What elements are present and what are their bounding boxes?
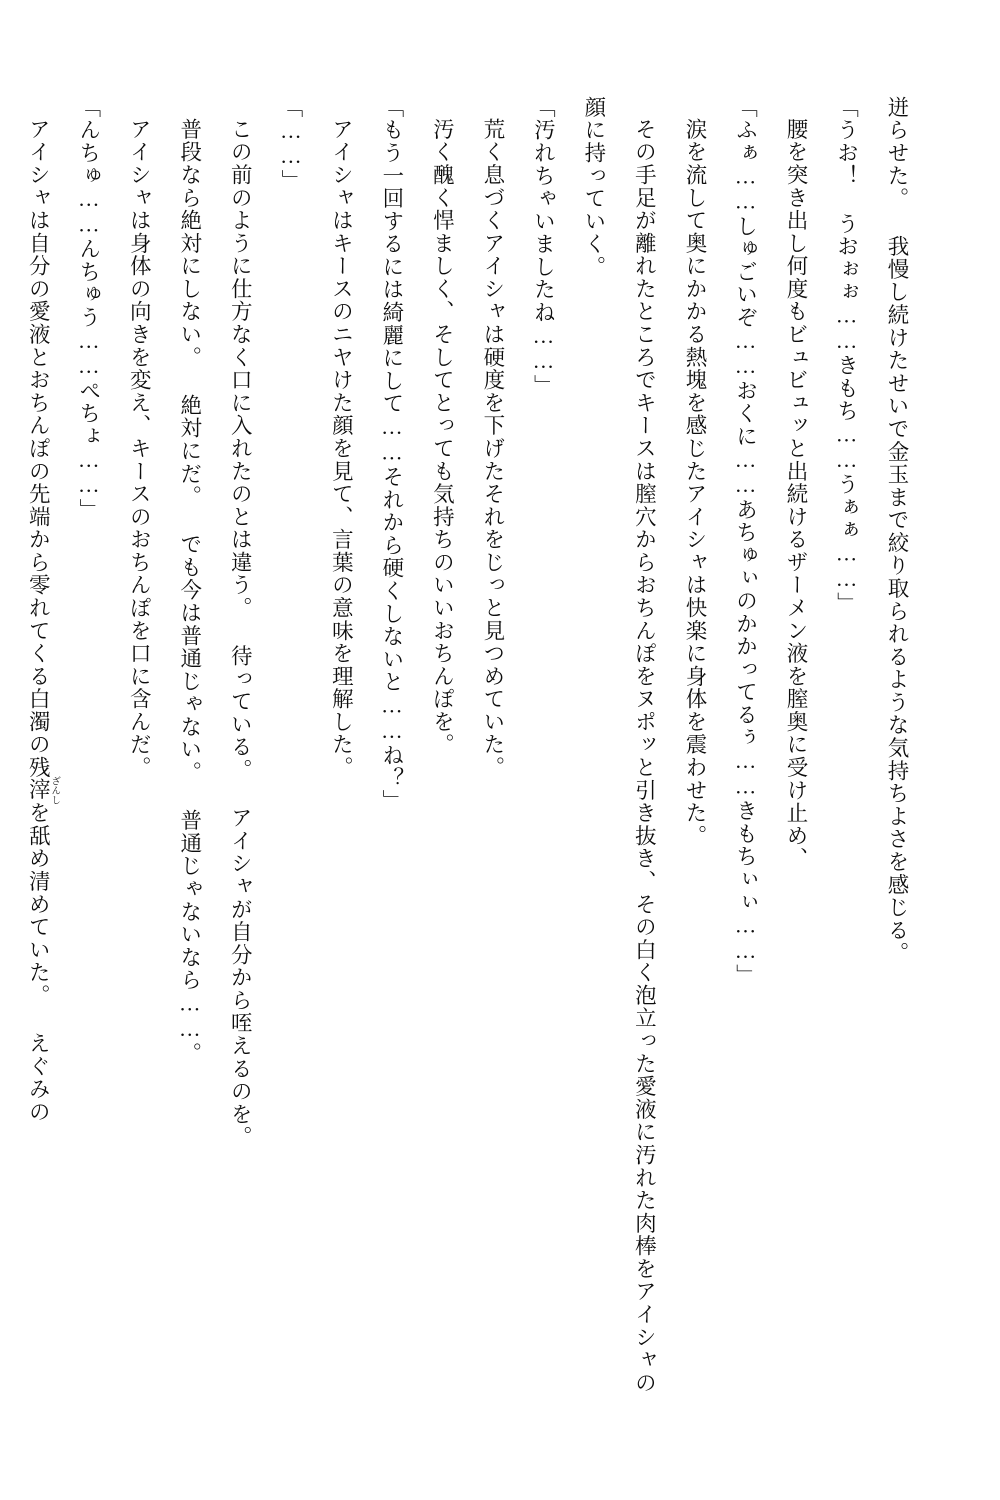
paragraph: その手足が離れたところでキースは膣穴からおちんぽをヌポッと引き抜き、その白く泡立った愛液に汚れた肉棒をアイシャの顔に持っていく。 bbox=[581, 96, 657, 1394]
paragraph: アイシャは身体の向きを変え、キースのおちんぽを口に含んだ。 bbox=[127, 117, 152, 779]
ruby-text-after: を舐め清めていた。 えぐみの bbox=[26, 801, 51, 1123]
paragraph-with-ruby bbox=[13, 96, 64, 1406]
ruby-reading: ざんし bbox=[49, 775, 60, 805]
ruby-text-before: アイシャは自分の愛液とおちんぽの先端から零れてくる白濁の残 bbox=[26, 117, 51, 779]
paragraph: アイシャはキースのニヤけた顔を見て、言葉の意味を理解した。 bbox=[329, 117, 354, 779]
paragraph: 荒く息づくアイシャは硬度を下げたそれをじっと見つめていた。 bbox=[480, 117, 505, 779]
paragraph: 普段なら絶対にしない。 絶対にだ。 でも今は普通じゃない。 普通じゃないなら……。 bbox=[177, 117, 202, 1065]
paragraph: 腰を突き出し何度もビュビュッと出続けるザーメン液を膣奥に受け止め、 bbox=[783, 117, 808, 870]
paragraph: 汚く醜く悍ましく、そしてとっても気持ちのいいおちんぽを。 bbox=[430, 117, 455, 756]
paragraph: 涙を流して奥にかかる熱塊を感じたアイシャは快楽に身体を震わせた。 bbox=[682, 117, 707, 847]
paragraph: 「ふぁ……しゅごいぞ……おくに……あちゅぃのかかってるぅ……きもちぃぃ……」 bbox=[733, 96, 758, 988]
paragraph: この前のように仕方なく口に入れたのとは違う。 待っている。 アイシャが自分から咥えるのを。 bbox=[228, 117, 253, 1149]
paragraph: 「んちゅ……んちゅう……ぺちょ……」 bbox=[76, 96, 101, 522]
ruby-annotation bbox=[26, 775, 60, 805]
paragraph: 迸らせた。 我慢し続けたせいで金玉まで絞り取られるような気持ちよさを感じる。 bbox=[885, 96, 909, 965]
paragraph: 「……」 bbox=[278, 96, 303, 193]
paragraph: 「もう一回するには綺麗にして……それから硬くしないと……ね？」 bbox=[379, 96, 404, 813]
vertical-text-body bbox=[26, 96, 922, 1406]
paragraph: 「うお！ うおぉぉ……きもち……うぁぁ……」 bbox=[834, 96, 859, 615]
ruby-base: 滓 bbox=[26, 775, 51, 805]
paragraph: 「汚れちゃいましたね……」 bbox=[531, 96, 556, 398]
